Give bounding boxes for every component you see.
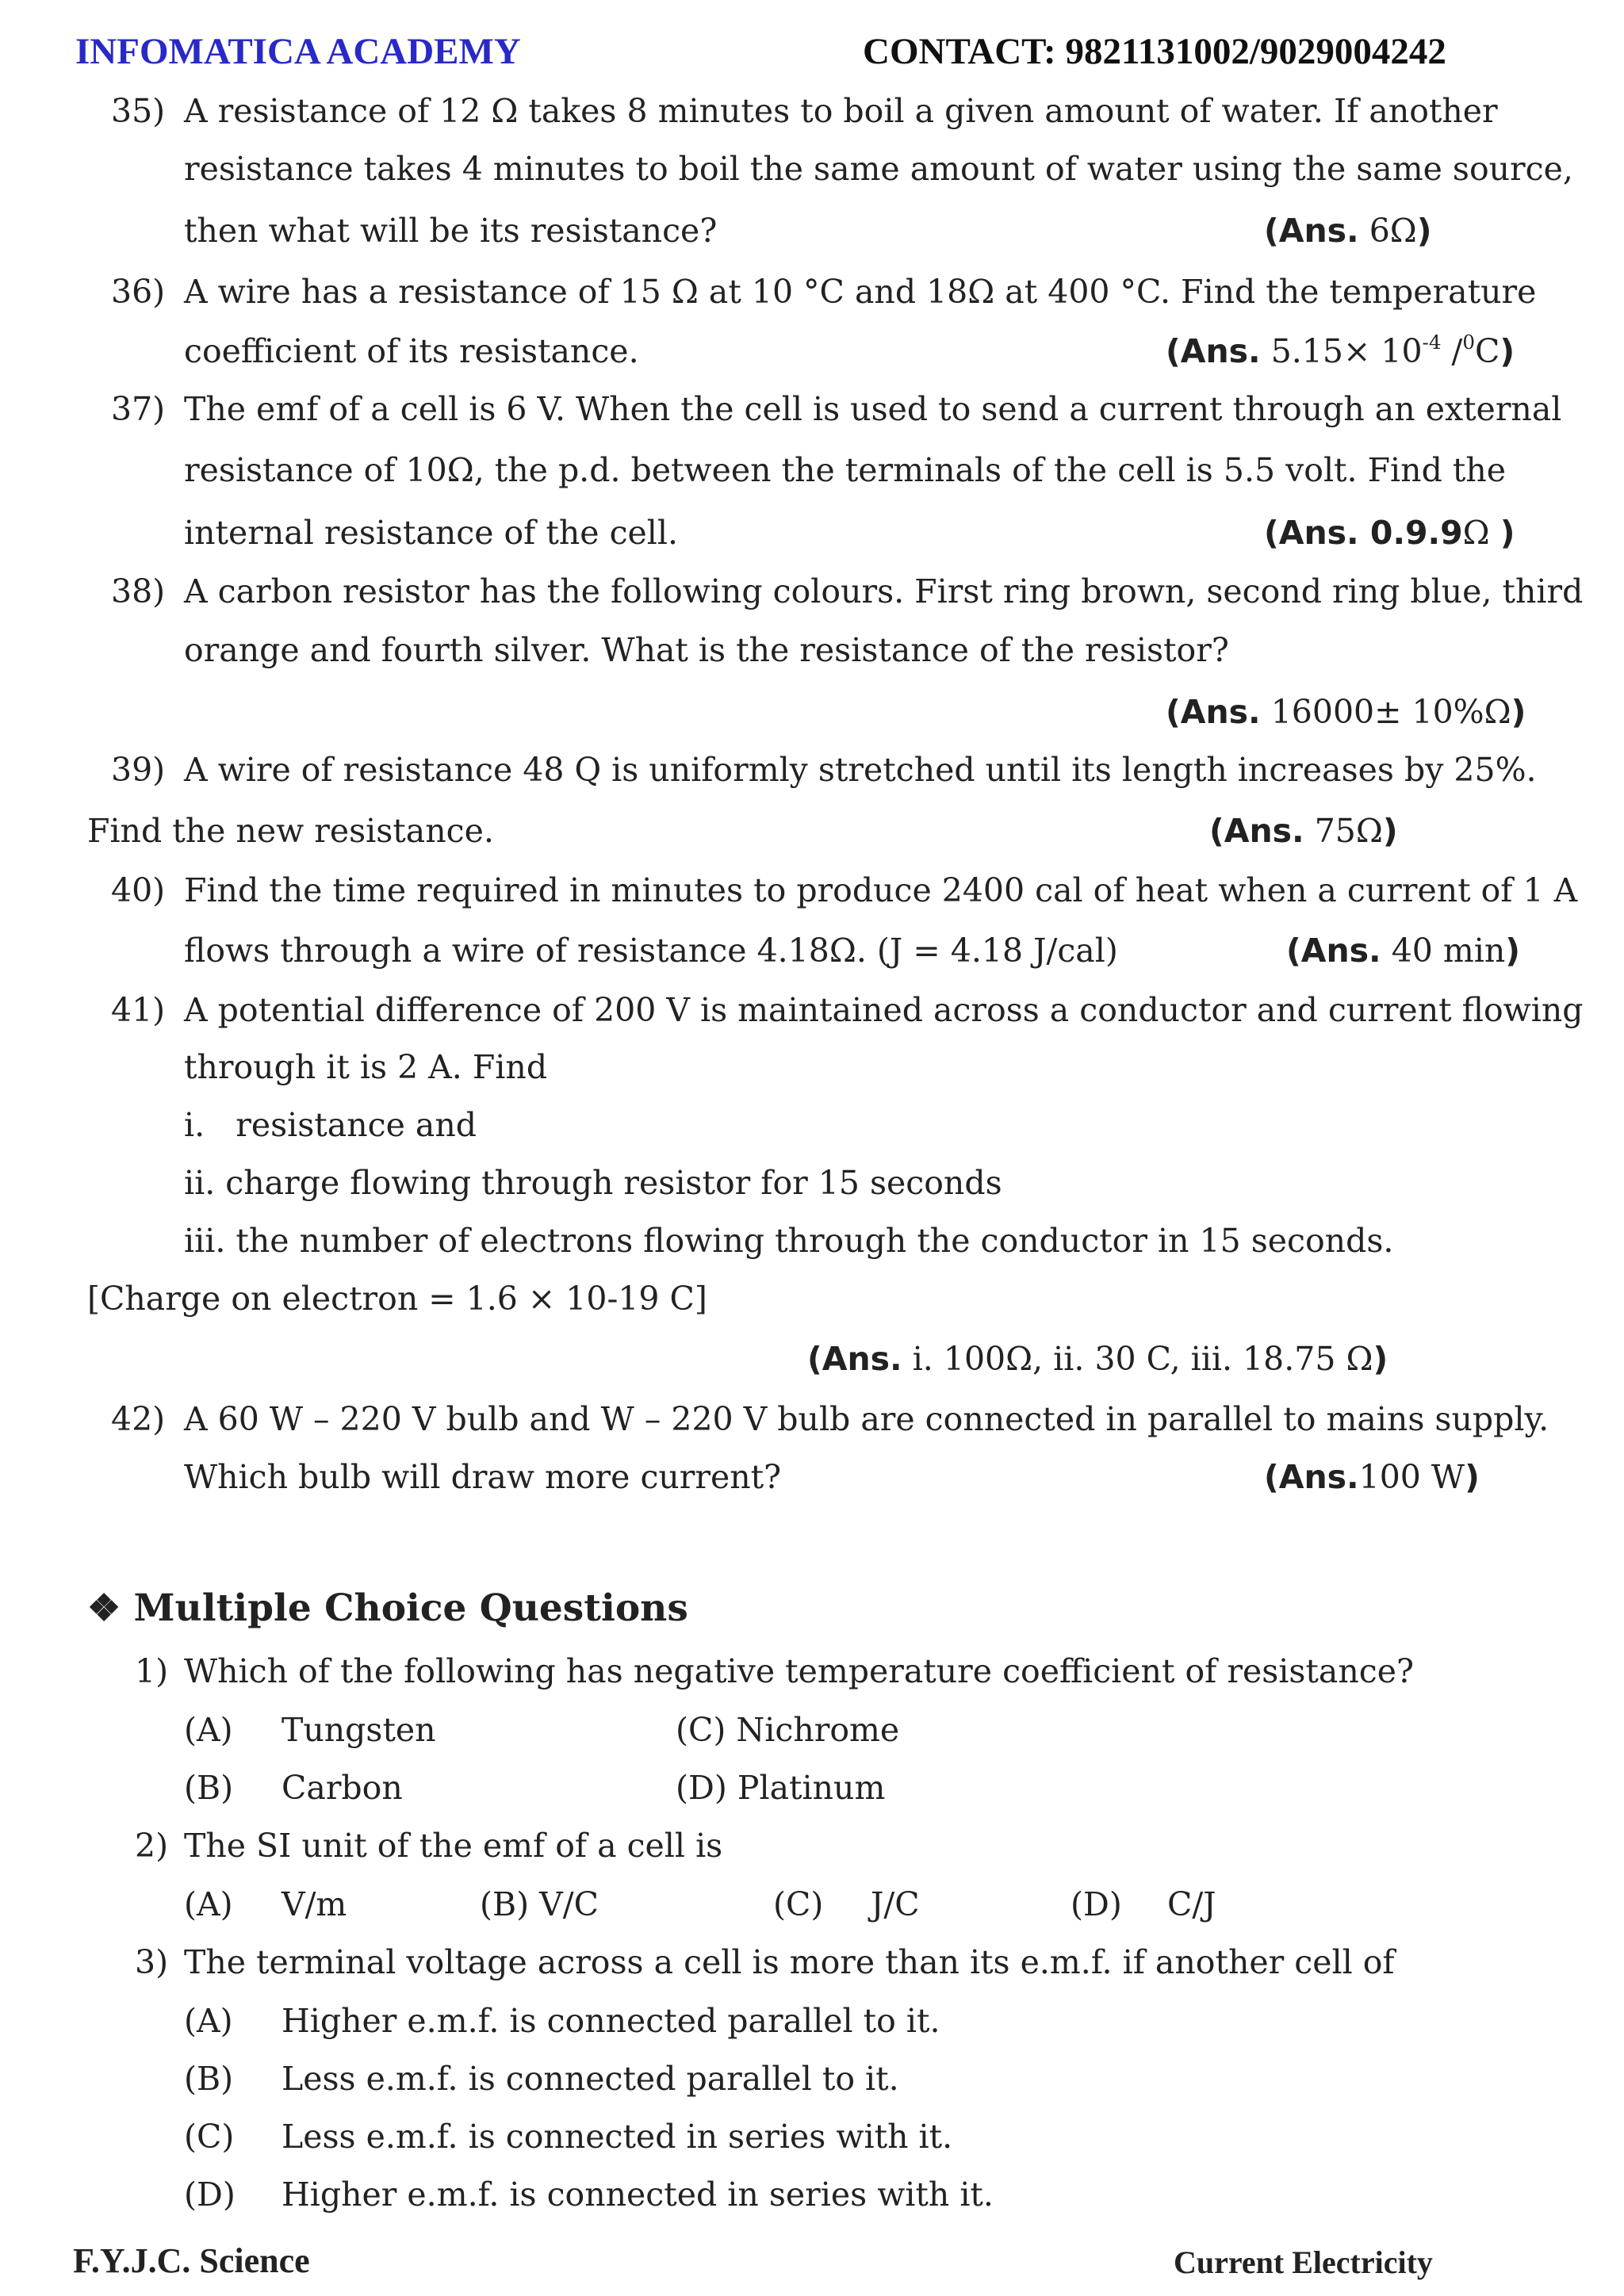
option-text: Higher e.m.f. is connected in series with it. [282,2175,994,2214]
diamond-bullet-icon: ❖ [87,1586,121,1630]
answer [807,1340,1388,1378]
section-title: Multiple Choice Questions [133,1586,688,1630]
question-number: 37) [111,390,166,428]
answer-label: (Ans. [1166,332,1261,370]
answer [1166,693,1526,731]
note: [Charge on electron = 1.6 × 10-19 C] [87,1280,707,1318]
question-text-line: flows through a wire of resistance 4.18Ω. (J = 4.18 J/cal) [184,932,1118,970]
question-text-line: A 60 W – 220 V bulb and W – 220 V bulb are connected in parallel to mains supply. [184,1400,1549,1438]
option-text: (B) V/C [480,1885,599,1923]
question-text-line: The emf of a cell is 6 V. When the cell is used to send a current through an external [184,390,1562,428]
answer-label: (Ans. [1264,1458,1359,1496]
answer [1264,212,1432,250]
question-text-line: resistance takes 4 minutes to boil the same amount of water using the same source, [184,150,1573,188]
question-number: 2) [135,1827,169,1865]
question-text-line: coefficient of its resistance. [184,332,639,370]
option-text: Higher e.m.f. is connected parallel to it. [282,2002,940,2040]
question-number: 1) [135,1652,169,1690]
question-text-line: The SI unit of the emf of a cell is [184,1827,723,1865]
question-number: 40) [111,871,166,909]
question-text-line: Find the new resistance. [87,812,494,850]
option-text: (D) Platinum [676,1769,886,1807]
question-number: 41) [111,991,166,1029]
answer-value: 16000± 10%Ω [1270,693,1511,731]
option-key: (C) [184,2118,235,2156]
answer-close: ) [1500,332,1515,370]
answer-label: (Ans. [1209,812,1304,850]
answer-close: ) [1505,932,1521,970]
sub-item: i. resistance and [184,1106,477,1144]
answer-exponent: -4 [1422,330,1442,354]
answer-unit-end: C [1475,332,1500,370]
option-text: J/C [871,1885,920,1923]
answer-close: ) [1511,693,1526,731]
option-key: (B) [184,1769,234,1807]
answer-value: 6Ω [1369,212,1417,250]
option-key: (A) [184,1885,233,1923]
question-text-line: Which of the following has negative temperature coefficient of resistance? [184,1652,1414,1690]
answer [1286,932,1521,970]
answer-close: ) [1465,1458,1480,1496]
answer-value: Ω [1462,514,1500,552]
option-text: (C) Nichrome [676,1711,900,1749]
answer-value: 40 min [1391,932,1506,970]
question-text-line: orange and fourth silver. What is the resistance of the resistor? [184,631,1229,669]
answer-label: (Ans. [1286,932,1381,970]
option-text: Less e.m.f. is connected in series with it. [282,2118,953,2156]
answer-unit: / [1441,332,1463,370]
option-key: (A) [184,1711,233,1749]
question-text-line: A wire has a resistance of 15 Ω at 10 °C and 18Ω at 400 °C. Find the temperature [184,273,1537,311]
option-key: (D) [184,2175,236,2214]
answer [1264,1458,1480,1496]
answer [1209,812,1398,850]
option-text: Carbon [282,1769,403,1807]
sub-item: iii. the number of electrons flowing through the conductor in 15 seconds. [184,1222,1394,1260]
option-key: (B) [184,2060,234,2098]
answer-unit-degree: 0 [1462,330,1476,354]
question-number: 36) [111,273,166,311]
option-key: (A) [184,2002,233,2040]
answer-value: i. 100Ω, ii. 30 C, iii. 18.75 Ω [912,1340,1373,1378]
option-text: C/J [1167,1885,1216,1923]
sub-item: ii. charge flowing through resistor for 15 seconds [184,1164,1002,1202]
header-contact: CONTACT: 9821131002/9029004242 [863,31,1446,72]
answer-value: 5.15× 10 [1270,332,1423,370]
question-number: 39) [111,751,166,789]
answer-label: (Ans. 0.9.9 [1264,514,1463,552]
header-academy-name: INFOMATICA ACADEMY [75,31,521,72]
question-text-line: through it is 2 A. Find [184,1048,548,1086]
answer [1166,330,1515,370]
question-number: 3) [135,1943,169,1981]
question-number: 42) [111,1400,166,1438]
option-key: (D) [1071,1885,1122,1923]
question-text-line: then what will be its resistance? [184,212,718,250]
answer-close: ) [1500,514,1515,552]
section-heading [87,1586,688,1630]
answer-close: ) [1416,212,1432,250]
answer [1264,514,1515,552]
footer-class: F.Y.J.C. Science [73,2241,310,2280]
footer-chapter: Current Electricity [1174,2244,1433,2280]
question-text-line: A resistance of 12 Ω takes 8 minutes to boil a given amount of water. If another [184,92,1498,130]
question-text-line: A potential difference of 200 V is maintained across a conductor and current flowing [184,991,1584,1029]
question-text-line: resistance of 10Ω, the p.d. between the terminals of the cell is 5.5 volt. Find the [184,451,1506,489]
option-key: (C) [773,1885,824,1923]
question-text-line: The terminal voltage across a cell is more than its e.m.f. if another cell of [184,1943,1395,1981]
answer-label: (Ans. [807,1340,902,1378]
answer-value: 100 W [1358,1458,1465,1496]
question-text-line: internal resistance of the cell. [184,514,679,552]
question-text-line: A carbon resistor has the following colours. First ring brown, second ring blue, third [184,572,1584,610]
answer-value: 75Ω [1314,812,1383,850]
question-text-line: A wire of resistance 48 Q is uniformly stretched until its length increases by 25%. [184,751,1537,789]
option-text: Tungsten [282,1711,436,1749]
answer-label: (Ans. [1166,693,1261,731]
option-text: Less e.m.f. is connected parallel to it. [282,2060,899,2098]
question-number: 35) [111,92,166,130]
question-text-line: Find the time required in minutes to produce 2400 cal of heat when a current of 1 A [184,871,1578,909]
answer-label: (Ans. [1264,212,1359,250]
option-text: V/m [282,1885,347,1923]
question-number: 38) [111,572,166,610]
question-text-line: Which bulb will draw more current? [184,1458,782,1496]
answer-close: ) [1373,1340,1388,1378]
answer-close: ) [1382,812,1398,850]
